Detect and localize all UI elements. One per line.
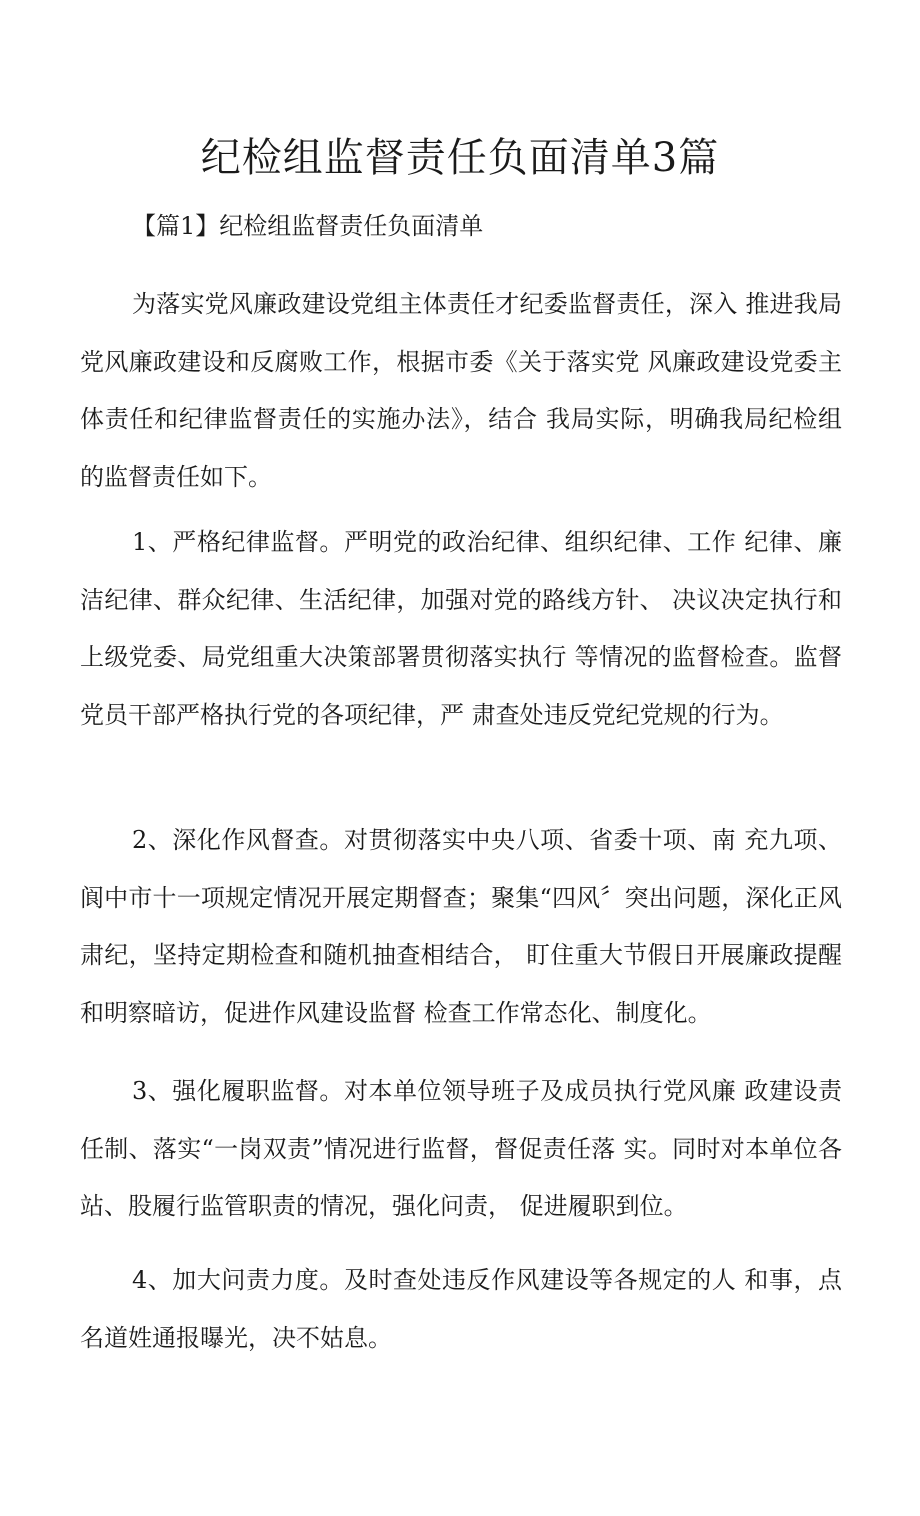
section-heading: 【篇1】纪检组监督责任负面清单 [132,212,484,240]
item-4-paragraph: 4、加大问责力度。及时查处违反作风建设等各规定的人 和事，点名道姓通报曝光，决不姑息。 [80,1266,842,1352]
item-1-paragraph: 1、严格纪律监督。严明党的政治纪律、组织纪律、工作 纪律、廉洁纪律、群众纪律、生活纪律，加强对党的路线方针、 决议决定执行和上级党委、局党组重大决策部署贯彻落实执行 等情况的监督检查。监督党员干部严格执行党的各项纪律，严 肃查处违反党纪党规的行为。 [80,528,842,729]
intro-paragraph: 为落实党风廉政建设党组主体责任才纪委监督责任，深入 推进我局党风廉政建设和反腐败工作，根据市委《关于落实党 风廉政建设党委主体责任和纪律监督责任的实施办法》，结合 我局实际，明确我局纪检组的监督责任如下。 [80,290,842,491]
item-3-paragraph: 3、强化履职监督。对本单位领导班子及成员执行党风廉 政建设责任制、落实“一岗双责”情况进行监督，督促责任落 实。同时对本单位各站、股履行监管职责的情况，强化问责， 促进履职到位。 [80,1077,842,1220]
document-title: 纪检组监督责任负面清单3篇 [200,135,720,181]
item-2-paragraph: 2、深化作风督查。对贯彻落实中央八项、省委十项、南 充九项、阆中市十一项规定情况开展定期督查；聚集“四风〞突出问题，深化正风肃纪，坚持定期检查和随机抽查相结合， 盯住重大节假日开展廉政提醒和明察暗访，促进作风建设监督 检查工作常态化、制度化。 [80,826,842,1027]
